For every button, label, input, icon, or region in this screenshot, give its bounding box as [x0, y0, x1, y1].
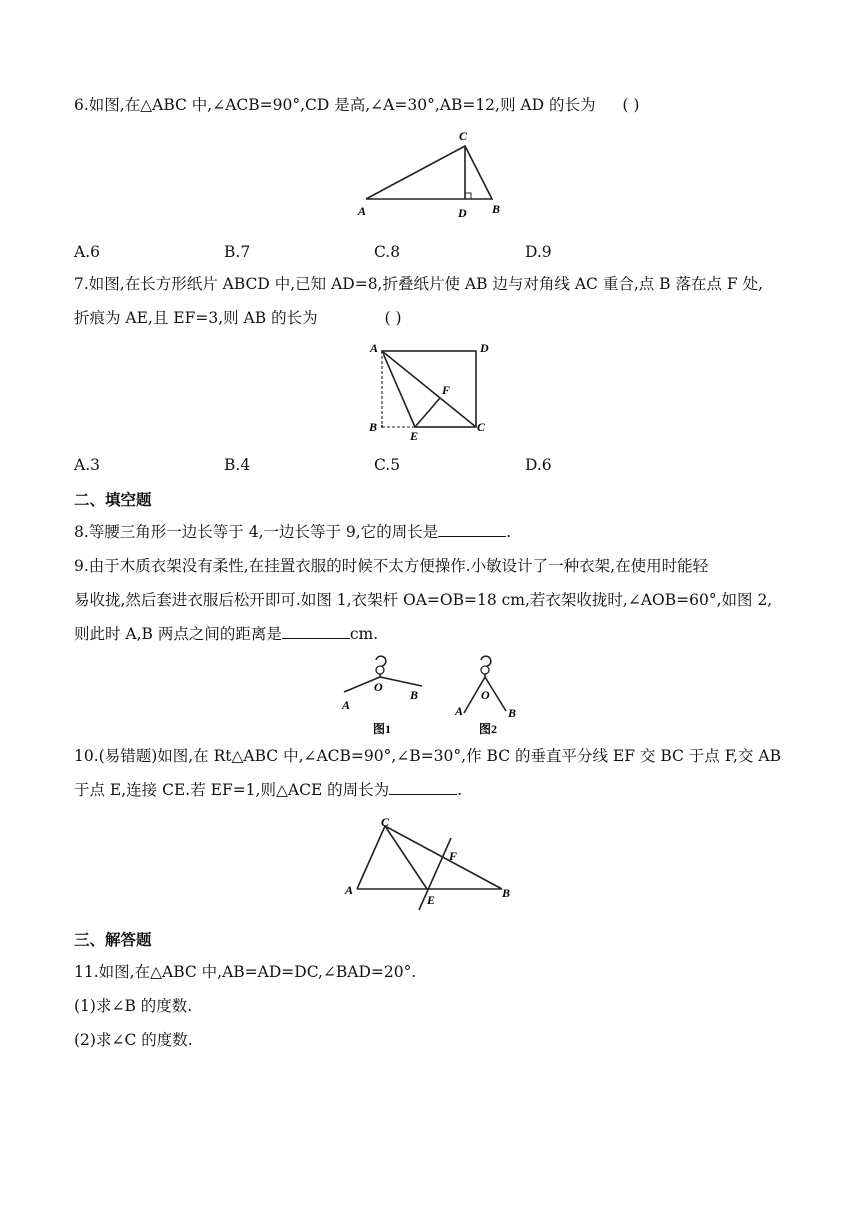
q10-segment-ce: [385, 826, 427, 889]
q9-line3-text: 则此时 A,B 两点之间的距离是: [74, 625, 282, 643]
q6-stem: [74, 95, 639, 115]
q10-label-c: C: [381, 815, 390, 829]
q10-answer-blank[interactable]: [389, 780, 457, 795]
q9-fig1-hanger: [344, 656, 422, 692]
q10-label-f: F: [449, 849, 458, 863]
q7-line2-text: 折痕为 AE,且 EF=3,则 AB 的长为: [74, 309, 318, 327]
q7-diagonal-ac: [382, 351, 476, 427]
q7-option-d[interactable]: D.6: [525, 456, 552, 474]
q10-figure: [340, 812, 520, 916]
q8-text: 8.等腰三角形一边长等于 4,一边长等于 9,它的周长是: [74, 523, 439, 541]
section-fill-in-title: 二、填空题: [74, 491, 152, 509]
q9-fig1-label-o: O: [374, 680, 383, 694]
q6-label-b: B: [492, 202, 501, 216]
q6-triangle: [366, 146, 492, 199]
q6-option-b[interactable]: B.7: [224, 243, 251, 261]
q7-label-d: D: [480, 341, 489, 355]
q6-figure: [352, 126, 512, 222]
q7-option-c[interactable]: C.5: [374, 456, 401, 474]
q9-unit: cm.: [349, 625, 379, 643]
q7-label-c: C: [477, 420, 486, 434]
q6-right-angle-mark: [465, 193, 471, 199]
q6-stem-text: 6.如图,在△ABC 中,∠ACB=90°,CD 是高,∠A=30°,AB=12,则 AD 的长为: [74, 96, 596, 114]
q7-label-b: B: [369, 420, 378, 434]
q6-option-a[interactable]: A.6: [74, 243, 100, 261]
q9-fig2-label-a: A: [455, 704, 464, 718]
q10-triangle-abc: [357, 826, 502, 889]
q9-answer-blank[interactable]: [282, 624, 350, 639]
q6-label-d: D: [458, 206, 467, 220]
q9-figures: [338, 646, 538, 738]
q10-label-a: A: [345, 883, 354, 897]
q10-line2-end: .: [457, 781, 463, 799]
q7-label-f: F: [442, 383, 451, 397]
q9-fig2-label-b: B: [508, 706, 517, 720]
q9-line2: 易收拢,然后套进衣服后松开即可.如图 1,衣架杆 OA=OB=18 cm,若衣架收拢时,∠AOB=60°,如图 2,: [74, 591, 773, 609]
q7-line2: [74, 308, 402, 328]
q6-option-d[interactable]: D.9: [525, 243, 552, 261]
q6-label-c: C: [459, 129, 468, 143]
q7-segment-ef: [415, 398, 440, 427]
q6-label-a: A: [358, 204, 367, 218]
q7-option-b[interactable]: B.4: [224, 456, 251, 474]
q6-answer-bracket: ( ): [622, 96, 640, 114]
q7-label-a: A: [370, 341, 379, 355]
q7-option-a[interactable]: A.3: [74, 456, 100, 474]
q8-answer-blank[interactable]: [438, 522, 506, 537]
q9-fig2-caption: 图2: [479, 722, 498, 736]
q9-fig1-label-a: A: [342, 698, 351, 712]
q7-line1: 7.如图,在长方形纸片 ABCD 中,已知 AD=8,折叠纸片使 AB 边与对角线 AC 重合,点 B 落在点 F 处,: [74, 275, 764, 293]
q10-label-b: B: [502, 886, 511, 900]
q10-line2-text: 于点 E,连接 CE.若 EF=1,则△ACE 的周长为: [74, 781, 390, 799]
q11-part1: (1)求∠B 的度数.: [74, 997, 193, 1015]
q9-fig2-label-o: O: [481, 688, 490, 702]
q10-line1: 10.(易错题)如图,在 Rt△ABC 中,∠ACB=90°,∠B=30°,作 BC 的垂直平分线 EF 交 BC 于点 F,交 AB: [74, 747, 781, 765]
q9-fig1-label-b: B: [410, 688, 419, 702]
q11-stem: 11.如图,在△ABC 中,AB=AD=DC,∠BAD=20°.: [74, 963, 417, 981]
q8-text-end: .: [506, 523, 512, 541]
q10-line2: [74, 780, 462, 800]
q9-line1: 9.由于木质衣架没有柔性,在挂置衣服的时候不太方便操作.小敏设计了一种衣架,在使用时能轻: [74, 557, 709, 575]
q8-stem: [74, 522, 511, 542]
q9-fig2-hanger: [464, 656, 506, 713]
q9-line3: [74, 624, 378, 644]
q7-label-e: E: [410, 429, 419, 443]
section-solve-title: 三、解答题: [74, 931, 152, 949]
q7-fold-ae: [382, 351, 415, 427]
q10-label-e: E: [427, 893, 436, 907]
q11-part2: (2)求∠C 的度数.: [74, 1031, 193, 1049]
q7-answer-bracket: ( ): [384, 309, 402, 327]
q6-option-c[interactable]: C.8: [374, 243, 401, 261]
q9-fig1-caption: 图1: [373, 722, 392, 736]
q7-figure: [360, 336, 500, 444]
